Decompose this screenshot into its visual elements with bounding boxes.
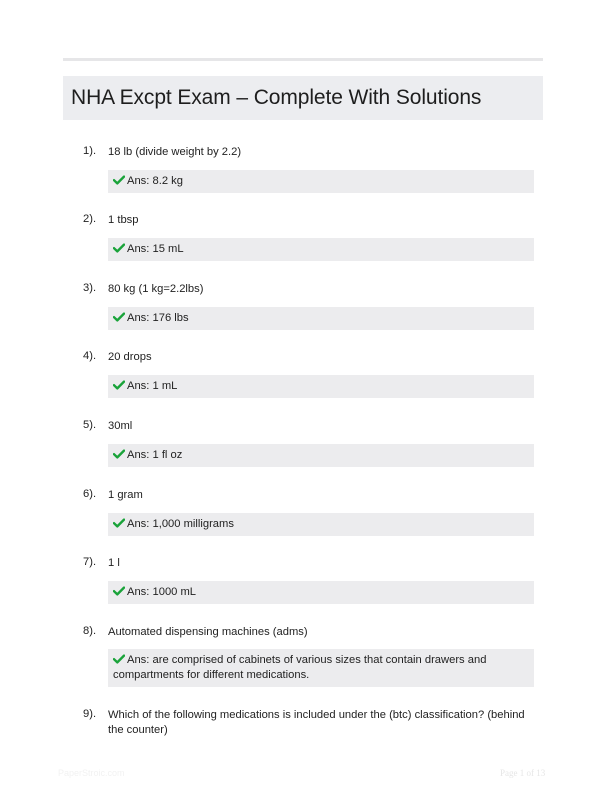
answer-text: Ans: 1 fl oz [127, 449, 183, 461]
page-title: NHA Excpt Exam – Complete With Solutions [71, 86, 482, 109]
answer-box [108, 170, 534, 193]
answer-box [108, 238, 534, 261]
answer-text: Ans: 1 mL [127, 380, 178, 392]
check-icon [113, 654, 125, 664]
check-icon [113, 518, 125, 528]
question-number: 2). [83, 213, 97, 225]
top-divider [63, 58, 543, 61]
answer-box [108, 649, 534, 687]
question-text: 1 tbsp [108, 214, 139, 226]
check-icon [113, 380, 125, 390]
page-number: Page 1 of 13 [500, 768, 546, 778]
answer-box [108, 444, 534, 467]
question-number: 6). [83, 488, 97, 500]
question-text: 18 lb (divide weight by 2.2) [108, 146, 242, 158]
check-icon [113, 312, 125, 322]
question-number: 4). [83, 350, 97, 362]
question-text: Which of the following medications is included under the (btc) classification? (behind the counter) [108, 709, 525, 736]
check-icon [113, 586, 125, 596]
question-number: 3). [83, 282, 97, 294]
answer-text: Ans: are comprised of cabinets of various sizes that contain drawers and compartments for different medications. [113, 654, 487, 681]
check-icon [113, 243, 125, 253]
question-number: 8). [83, 625, 97, 637]
question-number: 1). [83, 145, 97, 157]
answer-box [108, 375, 534, 398]
answer-text: Ans: 1,000 milligrams [127, 518, 234, 530]
answer-box [108, 307, 534, 330]
question-text: 30ml [108, 420, 133, 432]
title-banner [63, 76, 543, 120]
answer-box [108, 513, 534, 536]
question-text: 1 l [108, 557, 120, 569]
footer-watermark: PaperStroic.com [58, 768, 125, 778]
question-number: 5). [83, 419, 97, 431]
answer-text: Ans: 8.2 kg [127, 175, 183, 187]
question-text: 1 gram [108, 489, 143, 501]
question-number: 7). [83, 556, 97, 568]
question-number: 9). [83, 708, 97, 720]
check-icon [113, 449, 125, 459]
question-text: Automated dispensing machines (adms) [108, 626, 308, 638]
question-text: 20 drops [108, 351, 152, 363]
answer-text: Ans: 15 mL [127, 243, 184, 255]
question-text: 80 kg (1 kg=2.2lbs) [108, 283, 204, 295]
answer-text: Ans: 1000 mL [127, 586, 197, 598]
answer-box [108, 581, 534, 604]
answer-text: Ans: 176 lbs [127, 312, 189, 324]
check-icon [113, 175, 125, 185]
